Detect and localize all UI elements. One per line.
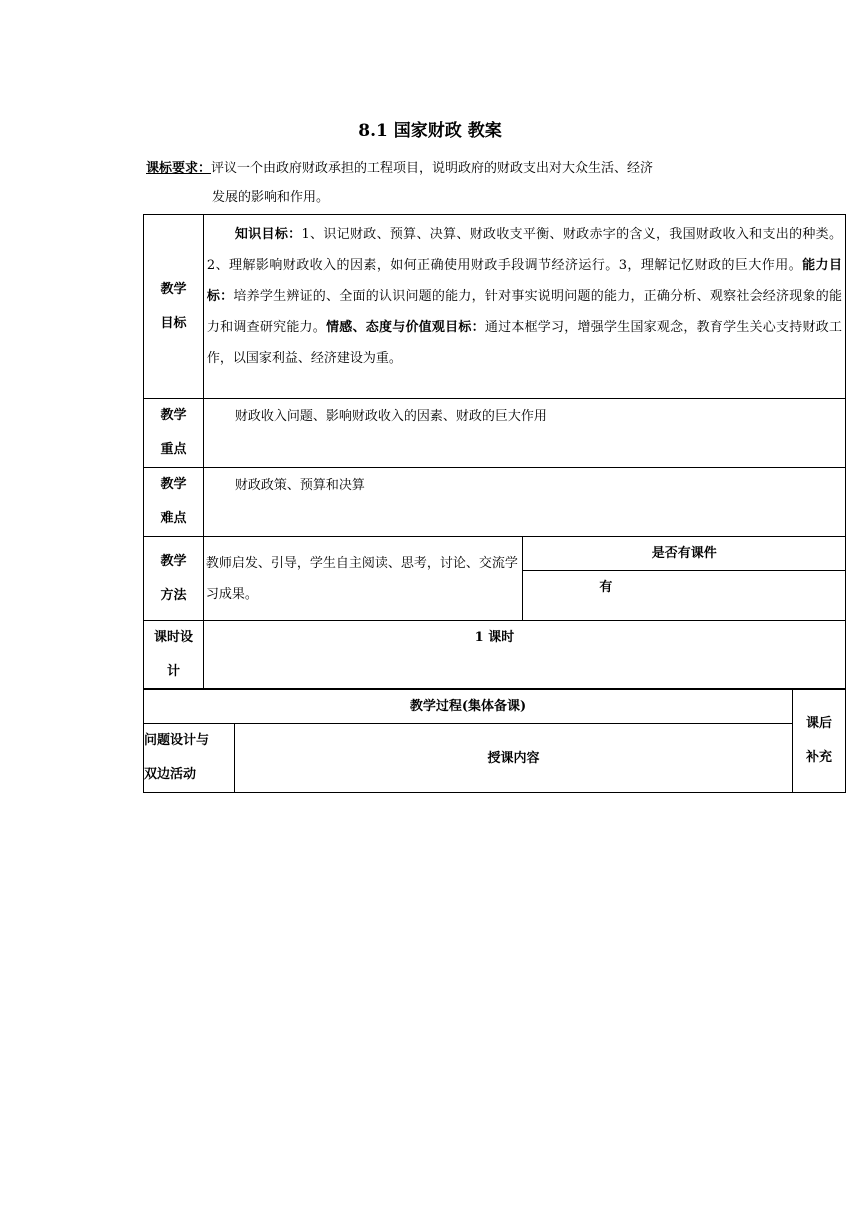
process-table <box>143 688 846 793</box>
focus-content: 财政收入问题、影响财政收入的因素、财政的巨大作用 <box>203 399 845 468</box>
difficulty-row <box>144 468 846 537</box>
goals-content <box>203 215 845 399</box>
period-header: 课时设 计 <box>144 621 204 690</box>
courseware-answer: 有 <box>523 571 846 621</box>
focus-row <box>144 399 846 468</box>
content-header: 授课内容 <box>234 724 792 793</box>
requirement-label: 课标要求： <box>146 161 212 176</box>
process-title: 教学过程(集体备课) <box>144 689 793 724</box>
knowledge-goal-text: 1、识记财政、预算、决算、财政收支平衡、财政赤字的含义，我国财政收入和支出的种类。2、理解影响财政收入的因素，如何正确使用财政手段调节经济运行。3，理解记忆财政的巨大作用。 <box>206 227 842 273</box>
document-title: 8.1 国家财政 教案 <box>358 121 502 141</box>
requirement-text-line2: 发展的影响和作用。 <box>212 190 330 205</box>
goals-header: 教学 目标 <box>144 215 204 399</box>
focus-header: 教学 重点 <box>144 399 204 468</box>
goals-row <box>144 215 846 399</box>
lesson-plan-table <box>143 214 846 690</box>
after-class-header: 课后 补充 <box>793 689 846 793</box>
emotion-goal-text: 通过本框学习，增强学生国家观念，教育学生关心支持财政工作，以国家利益、经济建设为重。 <box>206 320 842 366</box>
period-row <box>144 621 846 690</box>
knowledge-goal-label: 知识目标： <box>234 227 302 242</box>
difficulty-header: 教学 难点 <box>144 468 204 537</box>
ability-goal-text: 培养学生辨证的、全面的认识问题的能力，针对事实说明问题的能力，正确分析、观察社会经济现象的能力和调查研究能力。 <box>206 289 842 335</box>
activity-header: 问题设计与 双边活动 <box>144 724 235 793</box>
method-header: 教学 方法 <box>144 537 204 621</box>
difficulty-content: 财政政策、预算和决算 <box>203 468 845 537</box>
ability-goal-label: 能力目标： <box>206 258 842 304</box>
process-title-row <box>144 689 846 724</box>
courseware-question: 是否有课件 <box>523 537 846 571</box>
method-row <box>144 537 846 571</box>
curriculum-requirement <box>146 157 826 176</box>
emotion-goal-label: 情感、态度与价值观目标： <box>326 320 485 335</box>
process-header-row <box>144 724 846 793</box>
method-content: 教师启发、引导，学生自主阅读、思考，讨论、交流学习成果。 <box>203 537 522 621</box>
requirement-text-line1: 评议一个由政府财政承担的工程项目，说明政府的财政支出对大众生活、经济 <box>211 161 654 176</box>
period-content: 1 课时 <box>203 621 845 690</box>
